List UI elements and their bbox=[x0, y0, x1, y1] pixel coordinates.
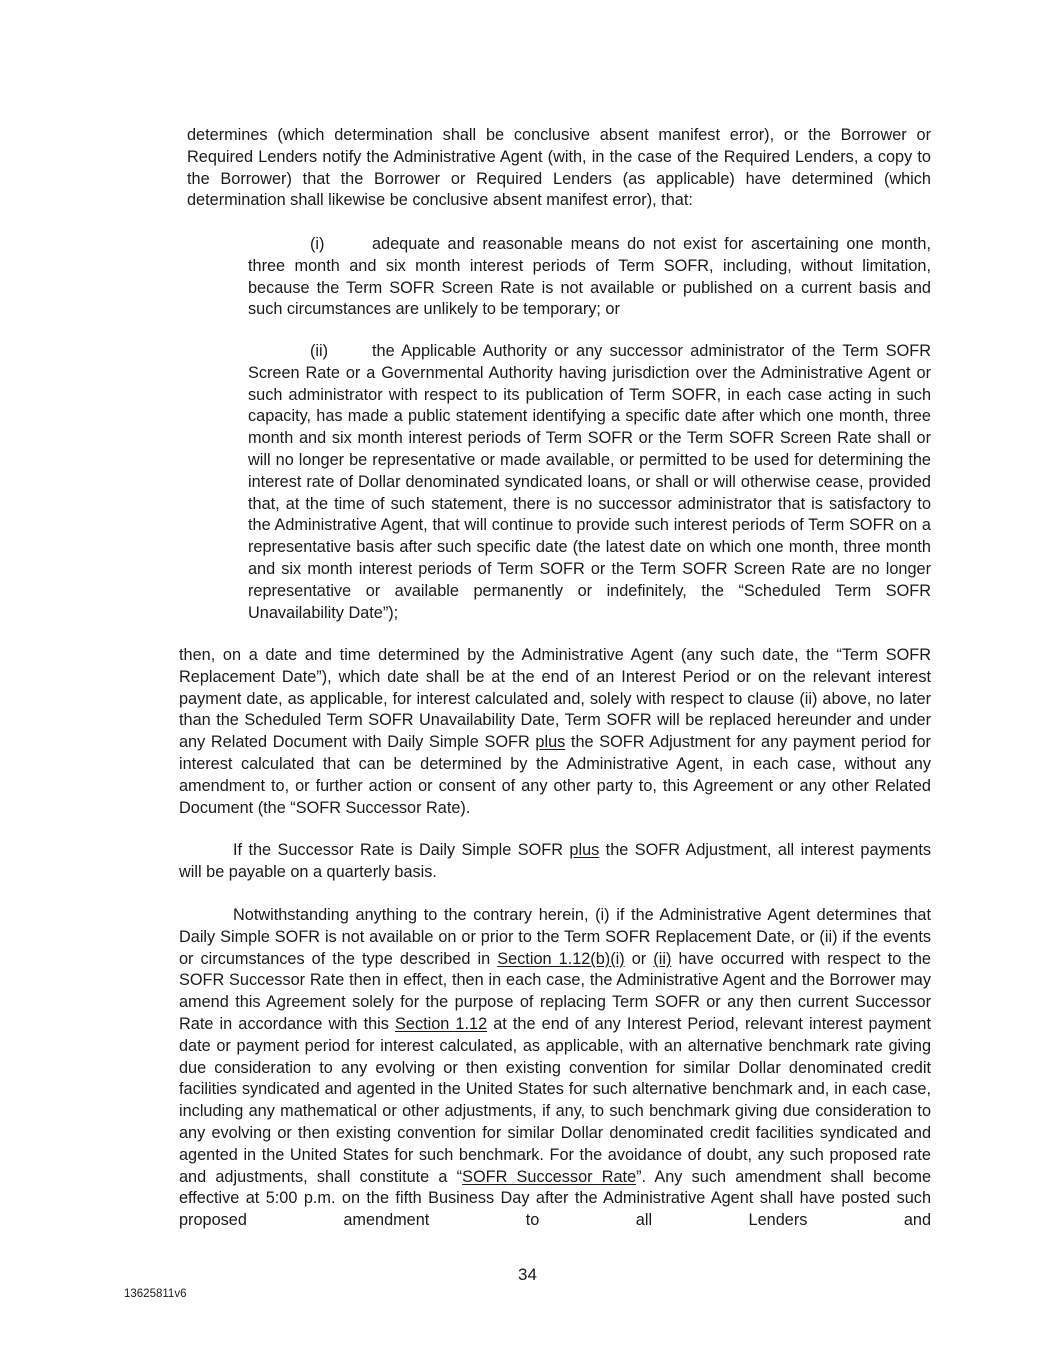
paragraph-notwithstanding-text-c: at the end of any Interest Period, relevant interest payment date or payment period for interest calculated, as applicable, with an alternative benchmark rate giving due consideration to any evolving or then existing convention for similar Dollar denominated credit facilities syndicated and agented in the United States for such alternative benchmark and, in each case, including any mathematical or other adjustments, if any, to such benchmark giving due consideration to any evolving or then existing convention for similar Dollar denominated credit facilities syndicated and agented in the United States for such benchmark. For the avoidance of doubt, any such proposed rate and adjustments, shall constitute a “ bbox=[179, 1014, 931, 1186]
plus-term: plus bbox=[535, 733, 566, 752]
defined-term: SOFR Successor Rate bbox=[462, 1167, 637, 1186]
section-reference-link: (ii) bbox=[653, 949, 672, 968]
paragraph-quarterly bbox=[179, 840, 931, 884]
document-id: 13625811v6 bbox=[124, 1288, 187, 1300]
section-reference-link: Section 1.12(b)(i) bbox=[497, 949, 625, 968]
clause-item-i bbox=[248, 234, 931, 321]
conjunction-text: or bbox=[624, 949, 654, 968]
paragraph-replacement-text-a: then, on a date and time determined by the Administrative Agent (any such date, the “Term SOFR Replacement Date”), which date shall be at the end of an Interest Period or on the relevant interest payment date, as applicable, for interest calculated and, solely with respect to clause (ii) above, no later than the Scheduled Term SOFR Unavailability Date, Term SOFR will be replaced hereunder and under any Related Document with Daily Simple SOFR bbox=[179, 646, 931, 752]
paragraph-notwithstanding-text-a: Notwithstanding anything to the contrary herein, (i) if the Administrative Agent determines that Daily Simple SOFR is not available on or prior to the Term SOFR Replacement Date, or (ii) if the events or circumstances of the type described in bbox=[179, 906, 931, 968]
paragraph-notwithstanding bbox=[179, 905, 931, 1232]
paragraph-quarterly-text-b: the SOFR Adjustment, all interest payments will be payable on a quarterly basis. bbox=[179, 841, 931, 881]
paragraph-quarterly-text-a: If the Successor Rate is Daily Simple SOFR bbox=[233, 841, 570, 859]
clause-label-i: (i) bbox=[310, 235, 325, 253]
paragraph-notwithstanding-text-b: have occurred with respect to the SOFR Successor Rate then in effect, then in each case, the Administrative Agent and the Borrower may amend this Agreement solely for the purpose of replacing Term SOFR or any then current Successor Rate in accordance with this bbox=[179, 949, 931, 1033]
clause-item-ii bbox=[248, 341, 931, 624]
clause-label-ii: (ii) bbox=[310, 342, 329, 360]
paragraph-intro-text: determines (which determination shall be conclusive absent manifest error), or the Borrower or Required Lenders notify the Administrative Agent (with, in the case of the Required Lenders, a copy to the Borrower) that the Borrower or Required Lenders (as applicable) have determined (which determination shall likewise be conclusive absent manifest error), that: bbox=[187, 126, 931, 210]
clause-text-ii: the Applicable Authority or any successor administrator of the Term SOFR Screen Rate or a Governmental Authority having jurisdiction over the Administrative Agent or such administrator with respect to its publication of Term SOFR, in each case acting in such capacity, has made a public statement identifying a specific date after which one month, three month and six month interest periods of Term SOFR or the Term SOFR Screen Rate shall or will no longer be representative or made available, or permitted to be used for determining the interest rate of Dollar denominated syndicated loans, or shall or will otherwise cease, provided that, at the time of such statement, there is no successor administrator that is satisfactory to the Administrative Agent, that will continue to provide such interest periods of Term SOFR on a representative basis after such specific date (the latest date on which one month, three month and six month interest periods of Term SOFR or the Term SOFR Screen Rate are no longer representative or available permanently or indefinitely, the “Scheduled Term SOFR Unavailability Date”); bbox=[248, 342, 931, 622]
paragraph-intro bbox=[187, 125, 931, 212]
page-number: 34 bbox=[518, 1265, 537, 1284]
plus-term: plus bbox=[569, 841, 600, 859]
section-reference-link: Section 1.12 bbox=[395, 1014, 488, 1033]
paragraph-replacement bbox=[179, 645, 931, 819]
paragraph-replacement-text-b: the SOFR Adjustment for any payment period for interest calculated that can be determined by the Administrative Agent, in each case, without any amendment to, or further action or consent of any other party to, this Agreement or any other Related Document (the “SOFR Successor Rate). bbox=[179, 733, 931, 817]
paragraph-notwithstanding-text-d: ”. Any such amendment shall become effective at 5:00 p.m. on the fifth Business Day after the Administrative Agent shall have posted such proposed amendment to all Lenders and bbox=[179, 1167, 931, 1230]
clause-text-i: adequate and reasonable means do not exist for ascertaining one month, three month and six month interest periods of Term SOFR, including, without limitation, because the Term SOFR Screen Rate is not available or published on a current basis and such circumstances are unlikely to be temporary; or bbox=[248, 235, 931, 319]
